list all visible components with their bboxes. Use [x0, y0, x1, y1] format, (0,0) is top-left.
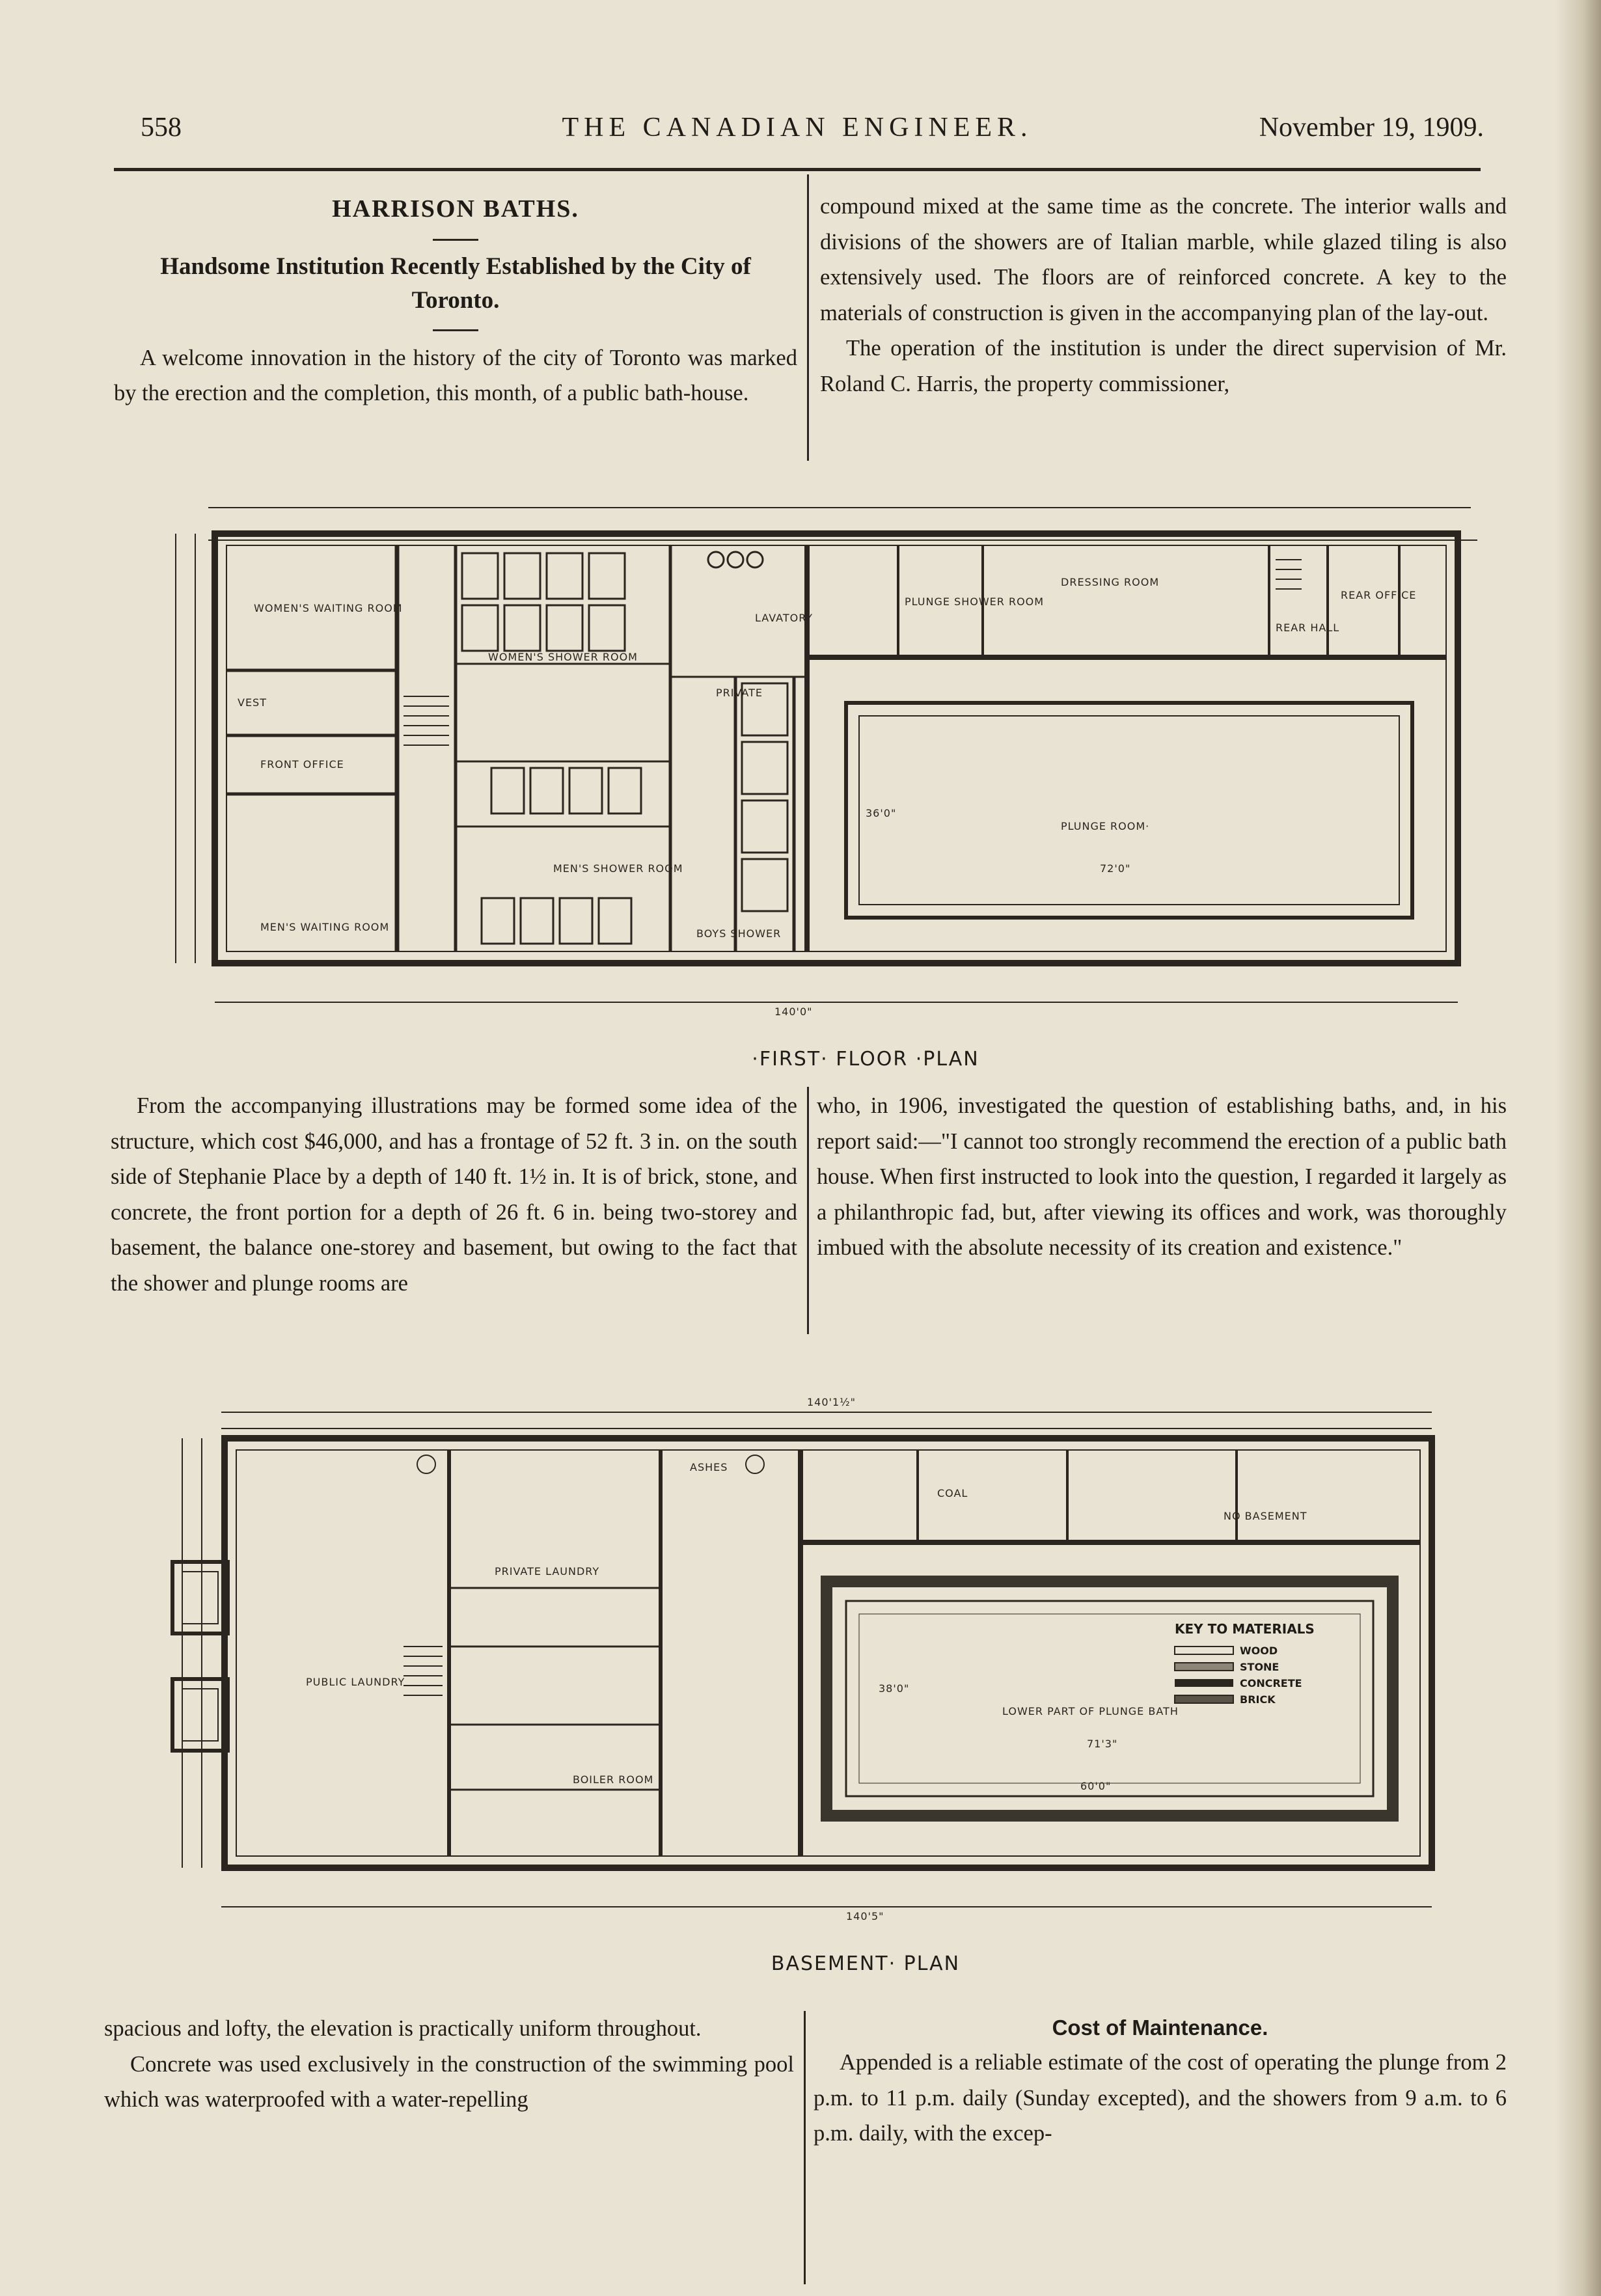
overall-top-dim: 140'1½": [807, 1396, 856, 1408]
dressing-room-label: DRESSING ROOM: [1061, 576, 1160, 588]
bottom-dim: 140'5": [846, 1910, 884, 1922]
page-header: [111, 109, 1484, 148]
page-number: 558: [141, 113, 182, 143]
page-edge-shadow: [1555, 0, 1601, 2296]
article-right-top: [820, 189, 1507, 402]
womens-shower-label: WOMEN'S SHOWER ROOM: [488, 651, 638, 663]
article-right-middle: [817, 1088, 1507, 1266]
overall-dim: 140'0": [774, 1005, 813, 1018]
column-divider-top: [807, 174, 809, 461]
article-subtitle: Handsome Institution Recently Established by the City of Toronto.: [160, 253, 751, 314]
lavatory-label: LAVATORY: [755, 612, 814, 624]
journal-title: THE CANADIAN ENGINEER.: [562, 113, 1033, 143]
basement-plan: [130, 1373, 1497, 1959]
plunge-room-label: PLUNGE ROOM·: [1061, 820, 1150, 832]
pool-depth-dim: 38'0": [879, 1682, 910, 1695]
article-right-bottom: [814, 2011, 1507, 2152]
key-brick: BRICK: [1240, 1693, 1276, 1706]
ashes-label: ASHES: [690, 1461, 728, 1473]
plunge-width-dim: 72'0": [1100, 862, 1131, 875]
key-title: KEY TO MATERIALS: [1175, 1621, 1315, 1637]
key-wood: WOOD: [1240, 1645, 1278, 1657]
pool-length-dim: 71'3": [1087, 1738, 1118, 1750]
column-divider-bottom: [804, 2011, 806, 2284]
basement-plan-drawing: [130, 1373, 1497, 1959]
right-top-paragraph-1: compound mixed at the same time as the concrete. The interior walls and divisions of the showers are of Italian marble, while glazed tiling is also extensively used. The floors are of reinforced concrete. A key to the materials of construction is given in the accompanying plan of the lay-out.: [820, 194, 1507, 325]
lower-plunge-label: LOWER PART OF PLUNGE BATH: [1002, 1705, 1179, 1717]
vest-label: VEST: [238, 696, 267, 709]
rear-hall-label: REAR HALL: [1276, 622, 1340, 634]
bottom-left-paragraph-1: spacious and lofty, the elevation is practically uniform throughout.: [104, 2016, 702, 2041]
plunge-shower-label: PLUNGE SHOWER ROOM: [905, 595, 1045, 608]
article-left-top: [114, 189, 797, 411]
right-top-paragraph-2: The operation of the institution is under the direct supervision of Mr. Roland C. Harris, the property commissioner,: [820, 336, 1507, 396]
column-divider-middle: [807, 1087, 809, 1334]
front-office-label: FRONT OFFICE: [260, 758, 344, 771]
mens-waiting-label: MEN'S WAITING ROOM: [260, 921, 390, 933]
article-left-bottom: [104, 2011, 794, 2118]
coal-label: COAL: [937, 1487, 968, 1499]
title-dash: [433, 239, 478, 241]
article-left-middle: [111, 1088, 797, 1301]
boys-shower-label: BOYS SHOWER: [696, 927, 782, 940]
private-laundry-label: PRIVATE LAUNDRY: [495, 1565, 600, 1578]
bottom-left-paragraph-2: Concrete was used exclusively in the construction of the swimming pool which was waterproofed with a water-repelling: [104, 2051, 794, 2112]
middle-right-paragraph: who, in 1906, investigated the question of establishing baths, and, in his report said:—"I cannot too strongly recommend the erection of a public bath house. When first instructed to look into the question, I regarded it largely as a philanthropic fad, but, after viewing its offices and work, was thoroughly imbued with the absolute necessity of its creation and existence.": [817, 1093, 1507, 1260]
bottom-right-paragraph-1: Appended is a reliable estimate of the cost of operating the plunge from 2 p.m. to 11 p.m. daily (Sunday excepted), and the showers from 9 a.m. to 6 p.m. daily, with the excep-: [814, 2050, 1507, 2146]
womens-waiting-label: WOMEN'S WAITING ROOM: [254, 602, 403, 614]
intro-paragraph: A welcome innovation in the history of the city of Toronto was marked by the erection and the completion, this month, of a public bath-house.: [114, 345, 797, 405]
public-laundry-label: PUBLIC LAUNDRY: [306, 1676, 405, 1688]
no-basement-label: NO BASEMENT: [1224, 1510, 1307, 1522]
first-floor-caption: ·FIRST· FLOOR ·PLAN: [752, 1048, 979, 1071]
boiler-room-label: BOILER ROOM: [573, 1773, 654, 1786]
key-concrete: CONCRETE: [1240, 1677, 1302, 1689]
rear-office-label: REAR OFFICE: [1341, 589, 1417, 601]
key-stone: STONE: [1240, 1661, 1279, 1673]
article-title: HARRISON BATHS.: [332, 195, 579, 223]
middle-left-paragraph: From the accompanying illustrations may be formed some idea of the structure, which cost $46,000, and has a frontage of 52 ft. 3 in. on the south side of Stephanie Place by a depth of 140 ft. 1½ in. It is of brick, stone, and concrete, the front portion for a depth of 26 ft. 6 in. being two-storey and basement, the balance one-storey and basement, but owing to the fact that the shower and plunge rooms are: [111, 1093, 797, 1296]
header-rule: [114, 168, 1481, 171]
cost-of-maintenance-heading: Cost of Maintenance.: [1052, 2016, 1268, 2040]
pool-inner-dim: 60'0": [1080, 1780, 1112, 1792]
subtitle-dash: [433, 329, 478, 331]
private-label: PRIVATE: [716, 687, 763, 699]
materials-key: [1175, 1621, 1315, 1706]
first-floor-plan: [150, 482, 1490, 1048]
first-floor-plan-drawing: [150, 482, 1490, 1048]
issue-date: November 19, 1909.: [1259, 113, 1484, 143]
basement-caption: BASEMENT· PLAN: [771, 1952, 961, 1975]
mens-shower-label: MEN'S SHOWER ROOM: [553, 862, 683, 875]
plunge-depth-dim: 36'0": [866, 807, 897, 819]
